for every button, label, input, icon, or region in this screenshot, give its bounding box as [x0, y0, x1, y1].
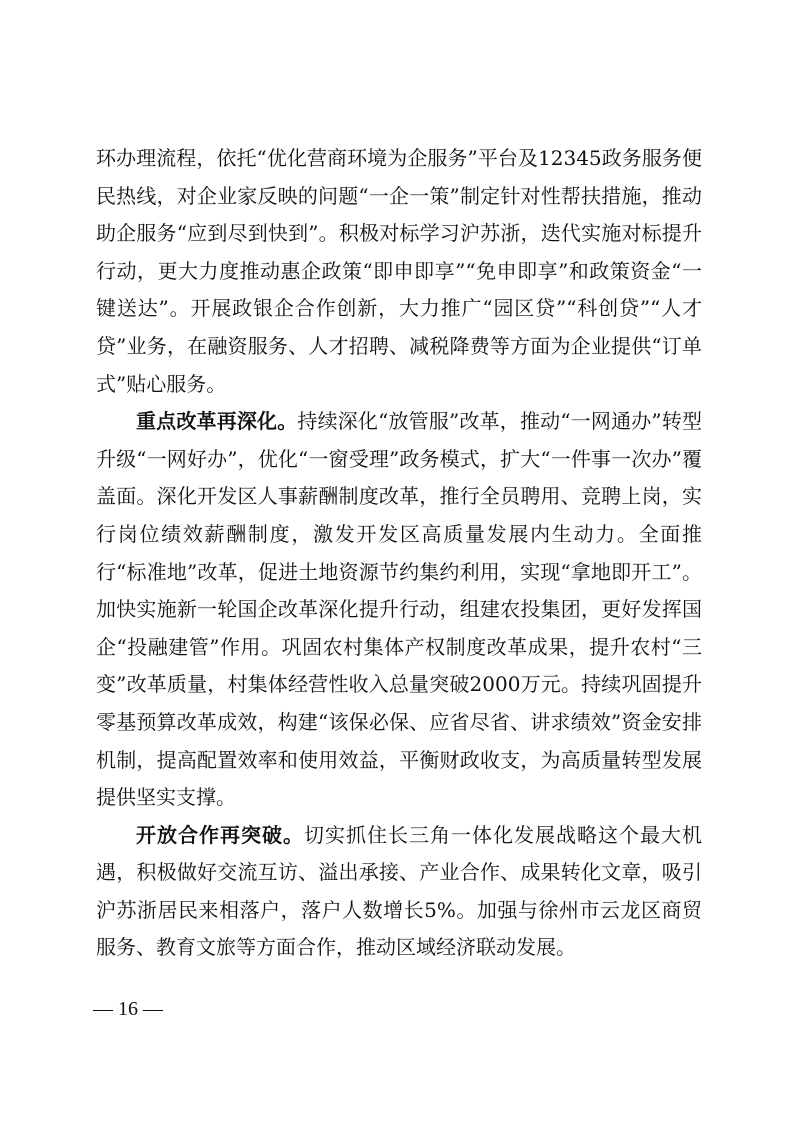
- page-number: — 16 —: [93, 998, 163, 1020]
- paragraph-heading: 开放合作再突破。: [136, 822, 304, 847]
- paragraph-text: 环办理流程，依托“优化营商环境为企服务”平台及12345政务服务便民热线，对企业家反映的问题“一企一策”制定针对性帮扶措施，推动助企服务“应到尽到快到”。积极对标学习沪苏浙，迭代实施对标提升行动，更大力度推动惠企政策“即申即享”“免申即享”和政策资金“一键送达”。开展政银企合作创新，大力推广“园区贷”“科创贷”“人才贷”业务，在融资服务、人才招聘、减税降费等方面为企业提供“订单式”贴心服务。: [96, 146, 702, 396]
- page-body: [96, 140, 702, 967]
- paragraph-text: 持续深化“放管服”改革，推动“一网通办”转型升级“一网好办”，优化“一窗受理”政务模式，扩大“一件事一次办”覆盖面。深化开发区人事薪酬制度改革，推行全员聘用、竞聘上岗，实行岗位绩效薪酬制度，激发开发区高质量发展内生动力。全面推行“标准地”改革，促进土地资源节约集约利用，实现“拿地即开工”。加快实施新一轮国企改革深化提升行动，组建农投集团，更好发挥国企“投融建管”作用。巩固农村集体产权制度改革成果，提升农村“三变”改革质量，村集体经营性收入总量突破2000万元。持续巩固提升零基预算改革成效，构建“该保必保、应省尽省、讲求绩效”资金安排机制，提高配置效率和使用效益，平衡财政收支，为高质量转型发展提供坚实支撑。: [96, 409, 702, 810]
- paragraph-key-reform: [96, 403, 702, 817]
- paragraph-text: 切实抓住长三角一体化发展战略这个最大机遇，积极做好交流互访、溢出承接、产业合作、成果转化文章，吸引沪苏浙居民来相落户，落户人数增长5%。加强与徐州市云龙区商贸服务、教育文旅等方面合作，推动区域经济联动发展。: [96, 822, 702, 960]
- paragraph-continuation: [96, 140, 702, 403]
- paragraph-heading: 重点改革再深化。: [136, 409, 298, 434]
- paragraph-open-cooperation: [96, 817, 702, 967]
